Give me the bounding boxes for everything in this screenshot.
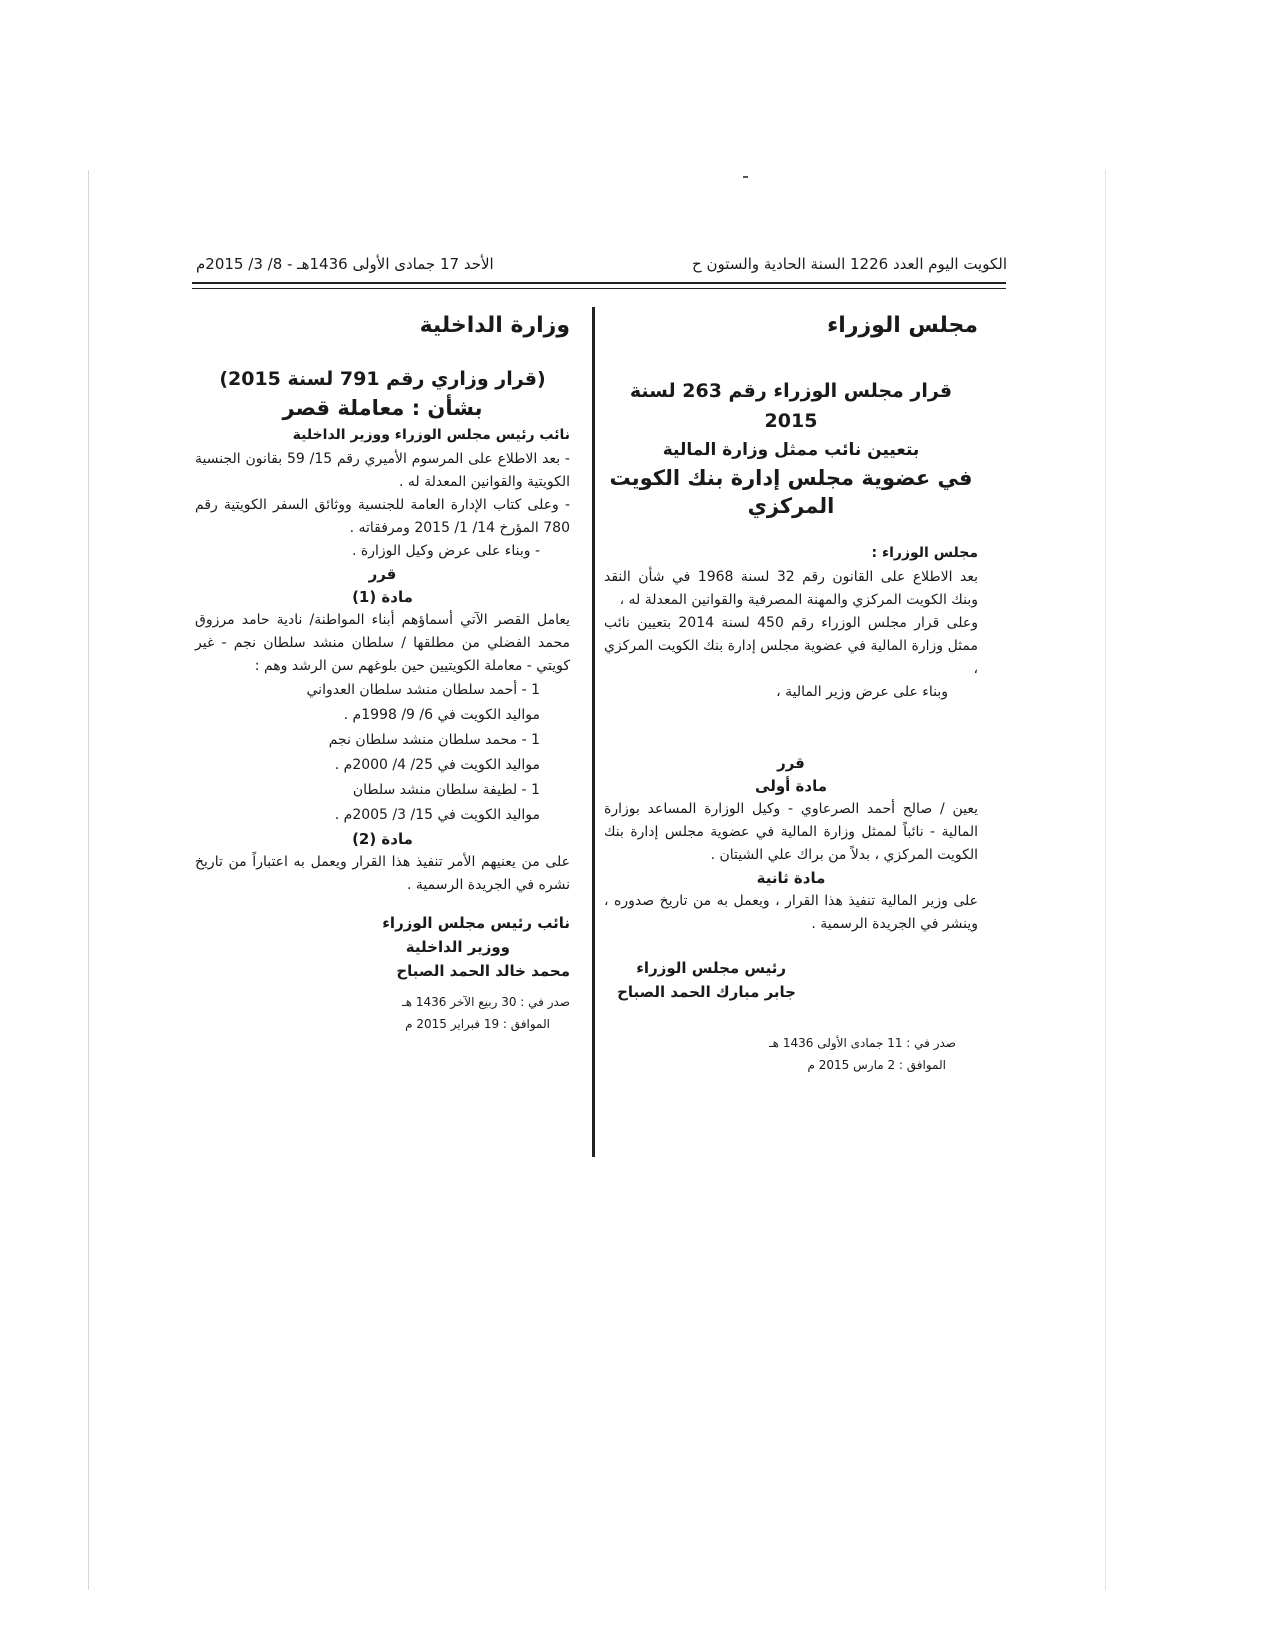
interior-decision-title: (قرار وزاري رقم 791 لسنة 2015) [219, 368, 546, 390]
preamble-proposal: - وبناء على عرض وكيل الوزارة . [352, 543, 540, 559]
list-item: مواليد الكويت في 15/ 3/ 2005م . [334, 807, 540, 823]
issuer-line: نائب رئيس مجلس الوزراء ووزير الداخلية [292, 427, 570, 443]
decided-heading: قرر [368, 565, 397, 583]
preamble-prior-decision: وعلى قرار مجلس الوزراء رقم 450 لسنة 2014 بتعيين نائب ممثل وزارة المالية في عضوية مجلس إدارة بنك الكويت المركزي ، [604, 615, 979, 677]
page-edge-right [1105, 170, 1106, 1590]
list-item: 1 - أحمد سلطان منشد سلطان العدواني [306, 682, 540, 698]
preamble-nationality-law: - بعد الاطلاع على المرسوم الأميري رقم 15/ 59 بقانون الجنسية الكويتية والقوانين المعدلة له . [195, 451, 570, 490]
cabinet-column [604, 305, 978, 1076]
preamble-proposal: وبناء على عرض وزير المالية ، [776, 684, 948, 700]
signer-title: نائب رئيس مجلس الوزراء [382, 914, 570, 932]
issue-date-gregorian: الموافق : 2 مارس 2015 م [807, 1058, 946, 1072]
issue-date-hijri: صدر في : 11 جمادى الأولى 1436 هـ [769, 1036, 956, 1050]
section-title-cabinet: مجلس الوزراء [827, 313, 978, 338]
header-rule-thick [192, 282, 1006, 284]
article-1-heading: مادة (1) [352, 588, 413, 606]
article-1-text: يعين / صالح أحمد الصرعاوي - وكيل الوزارة المساعد بوزارة المالية - نائباً لممثل وزارة المالية في عضوية مجلس إدارة بنك الكويت المركزي ، بدلاً من براك علي الشيتان . [604, 801, 978, 863]
signer-title: رئيس مجلس الوزراء [636, 959, 786, 977]
header-rule-thin [192, 288, 1006, 289]
interior-column [195, 305, 570, 1035]
preamble-letter: - وعلى كتاب الإدارة العامة للجنسية ووثائق السفر الكويتية رقم 780 المؤرخ 14/ 1/ 2015 ومرفقاته . [195, 497, 570, 536]
issue-date-gregorian: الموافق : 19 فبراير 2015 م [405, 1017, 550, 1031]
article-2-heading: مادة (2) [352, 830, 413, 848]
decided-heading: قرر [777, 754, 805, 772]
cabinet-decision-title: قرار مجلس الوزراء رقم 263 لسنة 2015 [629, 380, 953, 432]
signer-name: جابر مبارك الحمد الصباح [617, 983, 796, 1001]
list-item: مواليد الكويت في 25/ 4/ 2000م . [334, 757, 540, 773]
scan-speck [743, 176, 748, 178]
article-2-text: على وزير المالية تنفيذ هذا القرار ، ويعمل به من تاريخ صدوره ، وينشر في الجريدة الرسمية . [604, 893, 978, 932]
gazette-issue-header: الكويت اليوم العدد 1226 السنة الحادية والستون ح [692, 255, 1007, 273]
issue-date-hijri: صدر في : 30 ربيع الآخر 1436 هـ [402, 995, 570, 1009]
column-divider [592, 307, 595, 1157]
article-1-heading: مادة أولى [755, 777, 827, 795]
list-item: 1 - لطيفة سلطان منشد سلطان [352, 782, 540, 798]
article-2-heading: مادة ثانية [756, 869, 826, 887]
article-1-text: يعامل القصر الآتي أسماؤهم أبناء المواطنة/ نادية حامد مرزوق محمد الفضلي من مطلقها / سلطان منشد سلطان نجم - غير كويتي - معاملة الكويتيين حين بلوغهم سن الرشد وهم : [195, 612, 570, 674]
minors-list [195, 678, 570, 828]
signer-name: محمد خالد الحمد الصباح [396, 962, 570, 980]
article-2-text: على من يعنيهم الأمر تنفيذ هذا القرار ويعمل به اعتباراً من تاريخ نشره في الجريدة الرسمية . [195, 854, 570, 893]
gazette-date-header: الأحد 17 جمادى الأولى 1436هـ - 8/ 3/ 2015م [196, 255, 494, 273]
section-title-interior: وزارة الداخلية [419, 313, 570, 338]
list-item: مواليد الكويت في 6/ 9/ 1998م . [343, 707, 540, 723]
council-label: مجلس الوزراء : [871, 545, 978, 561]
page-edge-left [88, 170, 89, 1590]
list-item: 1 - محمد سلطان منشد سلطان نجم [328, 732, 540, 748]
interior-decision-subject: بشأن : معاملة قصر [282, 396, 483, 420]
signer-title-2: ووزير الداخلية [405, 938, 510, 956]
cabinet-decision-subject: بتعيين نائب ممثل وزارة المالية [662, 440, 920, 460]
cabinet-decision-subject-2: في عضوية مجلس إدارة بنك الكويت المركزي [609, 466, 973, 518]
preamble-law: بعد الاطلاع على القانون رقم 32 لسنة 1968 في شأن النقد وبنك الكويت المركزي والمهنة المصرفية والقوانين المعدلة له ، [604, 569, 978, 608]
